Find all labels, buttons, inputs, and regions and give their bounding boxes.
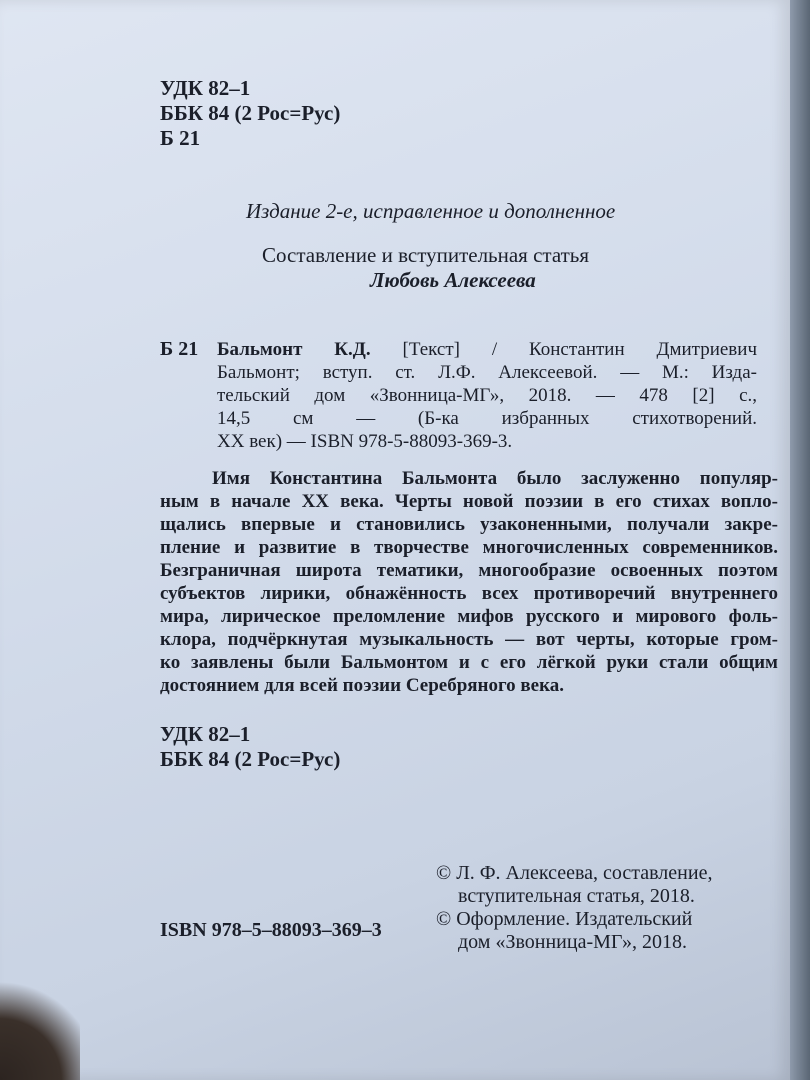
annotation-line: Имя Константина Бальмонта было заслуженно популяр-	[212, 468, 778, 489]
annotation-line: щались впервые и становились узаконенными, получали закре-	[160, 514, 778, 535]
bib-line: 14,5 см — (Б-ка избранных стихотворений.	[217, 408, 757, 429]
copyright-line: вступительная статья, 2018.	[458, 885, 695, 907]
compiler-name: Любовь Алексеева	[370, 268, 536, 292]
copyright-line: © Л. Ф. Алексеева, составление,	[436, 862, 713, 884]
bib-code: Б 21	[160, 338, 199, 360]
footer-bbk-code: ББК 84 (2 Рос=Рус)	[160, 747, 341, 771]
annotation-line: пление и развитие в творчестве многочисленных современников.	[160, 537, 778, 558]
annotation-line: клора, подчёркнутая музыкальность — вот черты, которые гром-	[160, 629, 778, 650]
bib-line: XX век) — ISBN 978-5-88093-369-3.	[217, 431, 513, 452]
page-edge	[790, 0, 810, 1080]
edition-note: Издание 2-е, исправленное и дополненное	[246, 199, 616, 223]
bibliographic-record	[217, 338, 757, 453]
annotation-line: мира, лирическое преломление мифов русского и мирового фоль-	[160, 606, 778, 627]
bib-line: Бальмонт; вступ. ст. Л.Ф. Алексеевой. — М.: Изда-	[217, 362, 757, 383]
annotation	[160, 467, 778, 697]
annotation-line: Безграничная широта тематики, многообразие освоенных поэтом	[160, 560, 778, 581]
footer-udk-code: УДК 82–1	[160, 722, 251, 746]
copyright-line: дом «Звонница-МГ», 2018.	[458, 931, 687, 953]
compiler-label: Составление и вступительная статья	[262, 243, 590, 267]
bib-author: Бальмонт К.Д.	[217, 339, 371, 360]
bib-line-1	[217, 338, 757, 361]
isbn: ISBN 978–5–88093–369–3	[160, 919, 382, 941]
annotation-line: достоянием для всей поэзии Серебряного века.	[160, 675, 565, 696]
udk-code: УДК 82–1	[160, 76, 251, 100]
bib-line: тельский дом «Звонница-МГ», 2018. — 478 [2] с.,	[217, 385, 757, 406]
author-code: Б 21	[160, 126, 201, 150]
copyright-line: © Оформление. Издательский	[436, 908, 693, 930]
bib-line-1-text: [Текст] / Константин Дмитриевич	[402, 339, 757, 360]
bbk-code: ББК 84 (2 Рос=Рус)	[160, 101, 341, 125]
annotation-line: ко заявлены были Бальмонтом и с его лёгкой руки стали общим	[160, 652, 778, 673]
annotation-line: ным в начале XX века. Черты новой поэзии в его стихах вопло-	[160, 491, 778, 512]
annotation-line: субъектов лирики, обнажённость всех противоречий внутреннего	[160, 583, 778, 604]
